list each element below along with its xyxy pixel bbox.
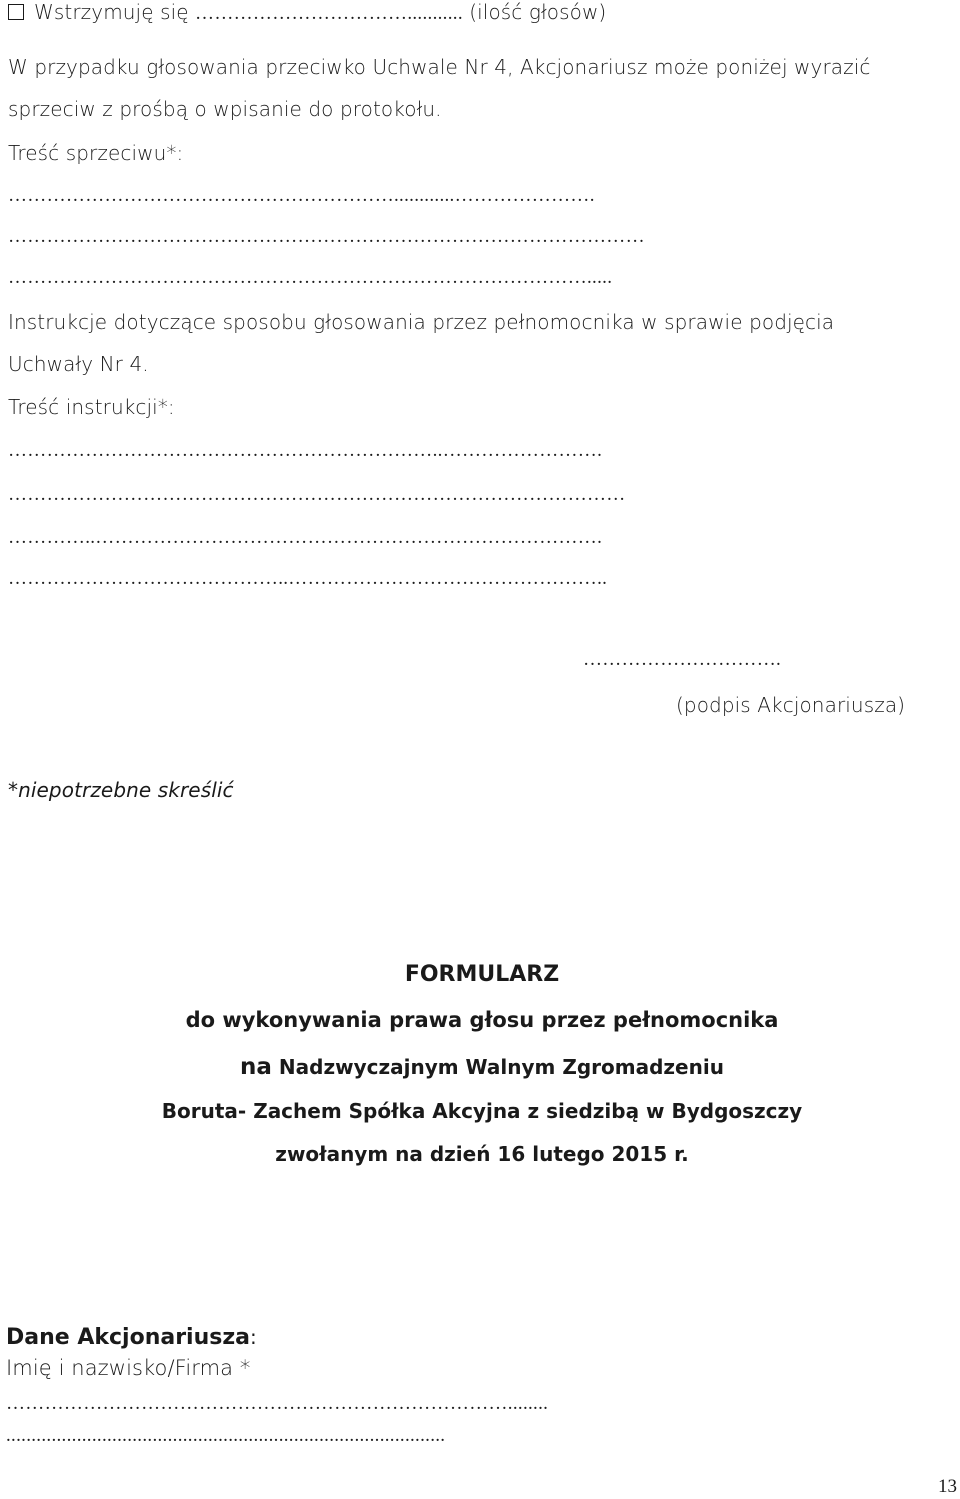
shareholder-name-line-2[interactable]: ....................................................................................... <box>6 1425 446 1446</box>
objection-line-2[interactable]: ……………………………………………………………………………………… <box>8 226 645 247</box>
shareholder-title-colon: : <box>250 1325 257 1349</box>
instructions-label: Treść instrukcji*: <box>8 395 175 419</box>
shareholder-name-line-1[interactable]: ……………………………………………………………………........ <box>6 1393 549 1414</box>
instructions-line-4[interactable]: ……………………………………..………………………………………….. <box>8 568 608 589</box>
objection-line-3[interactable]: ………………………………………………………………………………..... <box>8 267 613 288</box>
objection-text-line2: sprzeciw z prośbą o wpisanie do protokołu. <box>8 97 442 121</box>
form-title: FORMULARZ <box>404 962 560 987</box>
shareholder-section-title <box>6 1325 257 1350</box>
form-subtitle-line4: zwołanym na dzień 16 lutego 2015 r. <box>275 1142 689 1166</box>
objection-line-1[interactable]: ……………………………………………………............…………………. <box>8 185 595 206</box>
objection-text-line1: W przypadku głosowania przeciwko Uchwale Nr 4, Akcjonariusz może poniżej wyrazić <box>8 55 871 79</box>
instructions-line-3[interactable]: …………..……………………………………………………………………. <box>8 527 603 548</box>
abstain-label: Wstrzymuję się <box>34 0 189 24</box>
form-subtitle-meeting: Nadzwyczajnym Walnym Zgromadzeniu <box>271 1055 724 1079</box>
instructions-line-2[interactable]: …………………………………………………………………………………… <box>8 484 626 505</box>
form-subtitle-line1: do wykonywania prawa głosu przez pełnomocnika <box>185 1008 779 1032</box>
form-subtitle-na: na <box>240 1054 272 1080</box>
shareholder-name-label: Imię i nazwisko/Firma * <box>6 1356 251 1380</box>
abstain-votes-suffix: (ilość głosów) <box>469 0 607 24</box>
page-number: 13 <box>938 1476 957 1497</box>
instructions-text-line1: Instrukcje dotyczące sposobu głosowania przez pełnomocnika w sprawie podjęcia <box>8 310 835 334</box>
footnote: *niepotrzebne skreślić <box>8 778 234 802</box>
instructions-line-1[interactable]: …………………………………………………………..……………………. <box>8 440 603 461</box>
shareholder-title: Dane Akcjonariusza <box>6 1325 251 1350</box>
signature-label: (podpis Akcjonariusza) <box>676 693 906 717</box>
form-subtitle-line3: Boruta- Zachem Spółka Akcyjna z siedzibą w Bydgoszczy <box>161 1099 803 1123</box>
signature-line[interactable]: …………………………. <box>583 649 782 670</box>
form-subtitle-line2 <box>0 1054 960 1080</box>
abstain-votes-field[interactable]: ……………………………........... <box>195 3 463 24</box>
objection-label: Treść sprzeciwu*: <box>8 141 184 165</box>
abstain-option[interactable] <box>8 0 606 25</box>
instructions-text-line2: Uchwały Nr 4. <box>8 352 149 376</box>
abstain-checkbox[interactable] <box>8 4 24 20</box>
